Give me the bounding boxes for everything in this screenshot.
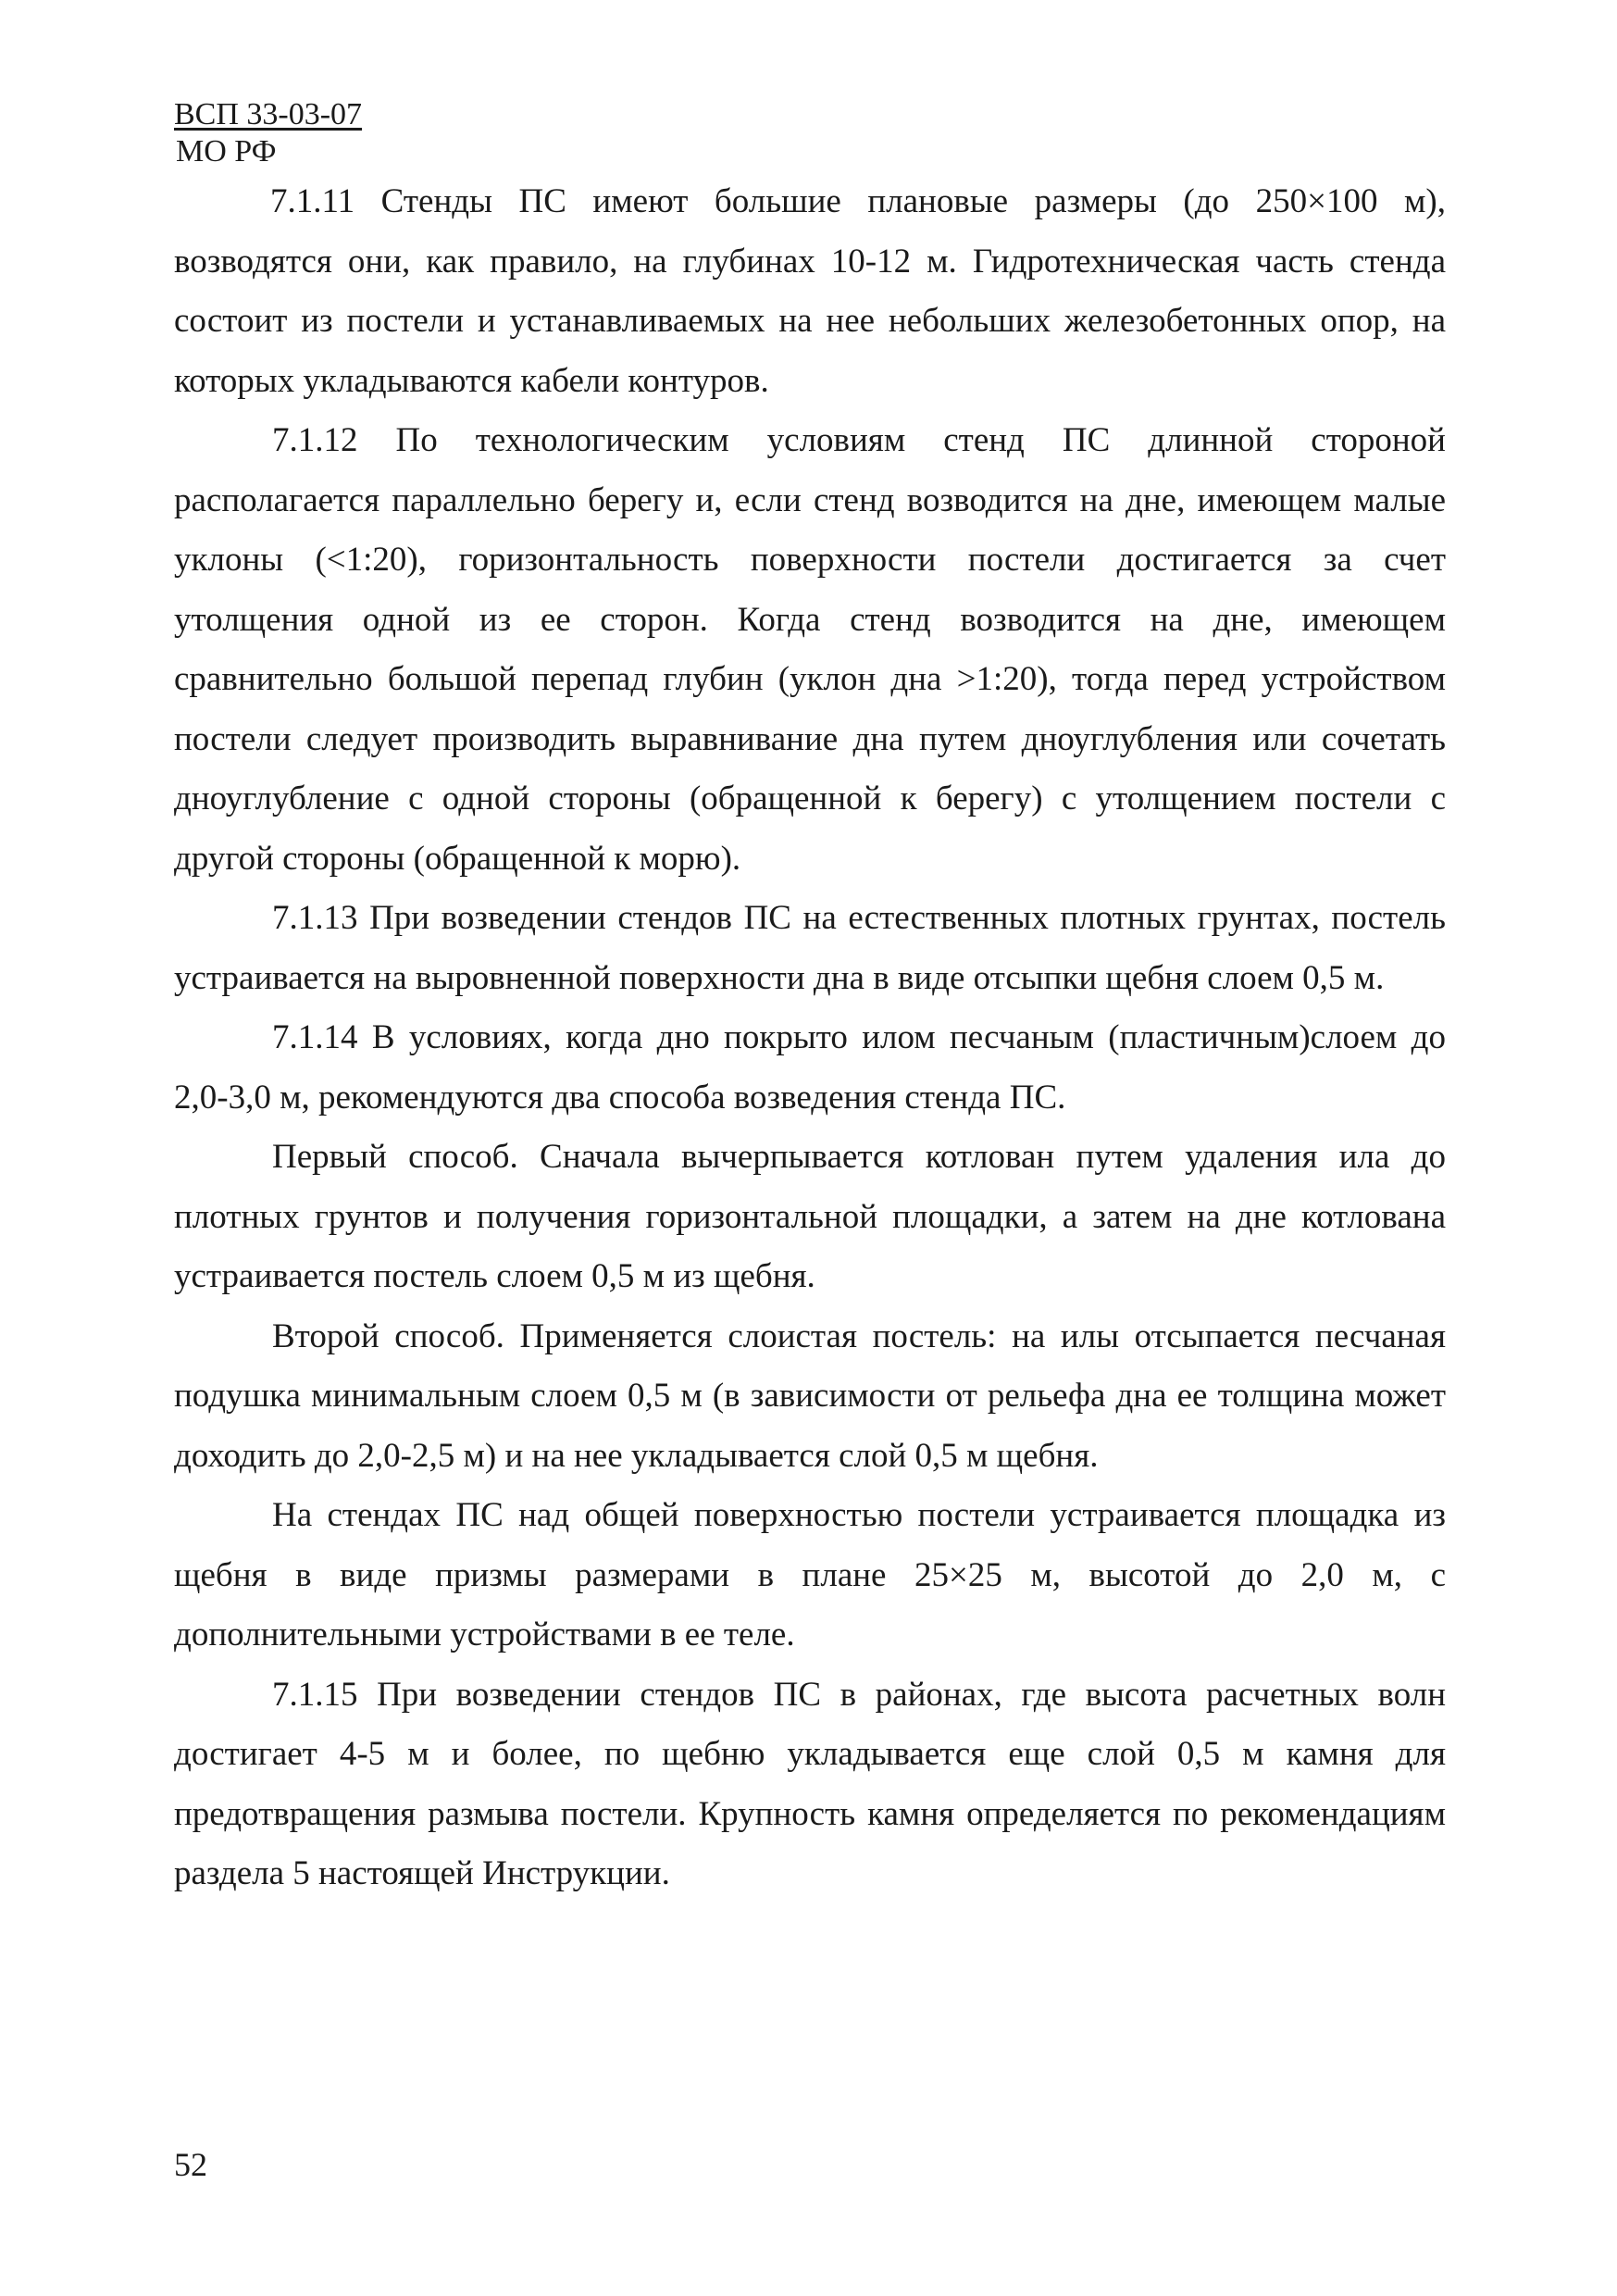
paragraph-7-1-15: 7.1.15 При возведении стендов ПС в районах, где высота расчетных волн достигает 4-5 м и более, по щебню укладывается еще слой 0,5 м камня для предотвращения размыва постели. Крупность камня определяется по рекомендациям раздела 5 настоящей Инструкции.: [174, 1675, 1446, 1892]
paragraph-second-method: Второй способ. Применяется слоистая постель: на илы отсыпается песчаная подушка минимальным слоем 0,5 м (в зависимости от рельефа дна ее толщина может доходить до 2,0-2,5 м) и на нее укладывается слой 0,5 м щебня.: [174, 1316, 1446, 1475]
document-body: [174, 172, 1446, 1904]
document-header: [174, 96, 362, 170]
organization-label: МО РФ: [176, 134, 277, 168]
paragraph-7-1-11: 7.1.11 Стенды ПС имеют большие плановые размеры (до 250×100 м), возводятся они, как правило, на глубинах 10-12 м. Гидротехническая часть стенда состоит из постели и устанавливаемых на нее небольших железобетонных опор, на которых укладываются кабели контуров.: [174, 182, 1446, 400]
paragraph-7-1-14: 7.1.14 В условиях, когда дно покрыто илом песчаным (пластичным)слоем до 2,0-3,0 м, рекомендуются два способа возведения стенда ПС.: [174, 1018, 1446, 1117]
page-number: 52: [174, 2146, 207, 2183]
paragraph-first-method: Первый способ. Сначала вычерпывается котлован путем удаления ила до плотных грунтов и получения горизонтальной площадки, а затем на дне котлована устраивается постель слоем 0,5 м из щебня.: [174, 1138, 1446, 1295]
document-code: ВСП 33-03-07: [174, 97, 363, 131]
paragraph-gravel-platform: На стендах ПС над общей поверхностью постели устраивается площадка из щебня в виде призмы размерами в плане 25×25 м, высотой до 2,0 м, с дополнительными устройствами в ее теле.: [174, 1496, 1446, 1653]
paragraph-7-1-13: 7.1.13 При возведении стендов ПС на естественных плотных грунтах, постель устраивается на выровненной поверхности дна в виде отсыпки щебня слоем 0,5 м.: [174, 899, 1446, 997]
paragraph-7-1-12: 7.1.12 По технологическим условиям стенд ПС длинной стороной располагается параллельно берегу и, если стенд возводится на дне, имеющем малые уклоны (<1:20), горизонтальность поверхности постели достигается за счет утолщения одной из ее сторон. Когда стенд возводится на дне, имеющем сравнительно большой перепад глубин (уклон дна >1:20), тогда перед устройством постели следует производить выравнивание дна путем дноуглубления или сочетать дноуглубление с одной стороны (обращенной к берегу) с утолщением постели с другой стороны (обращенной к морю).: [174, 421, 1446, 878]
